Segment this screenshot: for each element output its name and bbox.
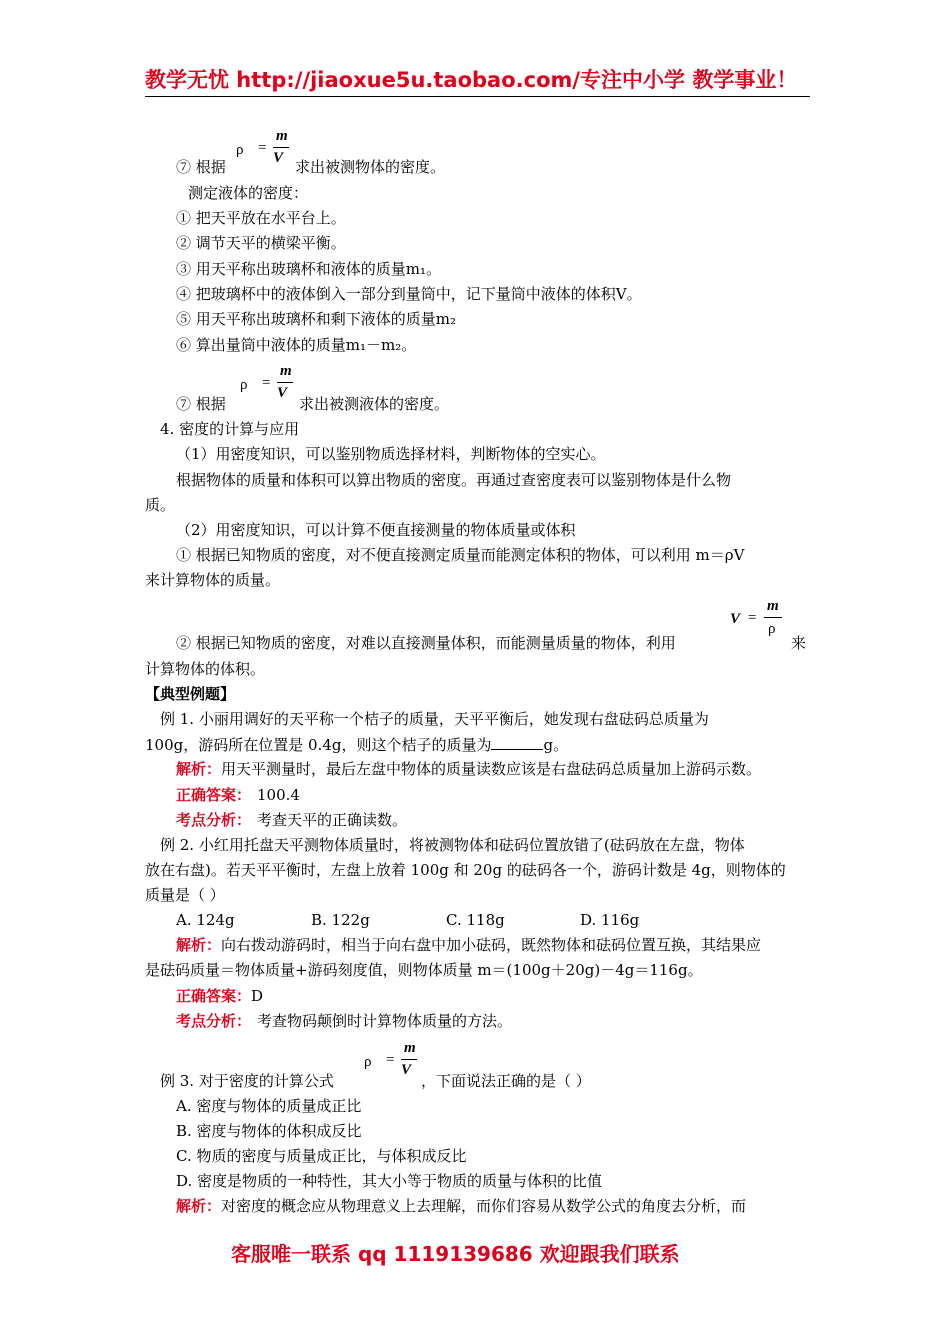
solid-step7-suffix: 求出被测物体的密度。 [295,158,446,176]
formula-bar [273,147,289,148]
ex2-analysis-text1: 向右拨动游码时，相当于向右盘中加小砝码，既然物体和砝码位置互换，其结果应 [221,936,762,954]
section4-p2a: 根据物体的质量和体积可以算出物质的密度。再通过查密度表可以鉴别物体是什么物 [176,471,732,489]
formula-bar [401,1059,417,1060]
answer-blank [491,735,543,750]
formula-equals: = [386,1052,395,1068]
header-banner: 教学无忧 http://jiaoxue5u.taobao.com/专注中小学 教学事业！ [145,68,798,92]
ex3-option-a: A. 密度与物体的质量成正比 [176,1097,362,1115]
liquid-step-3: ③ 用天平称出玻璃杯和液体的质量m₁。 [176,260,442,278]
ex1-question-line1: 例 1. 小丽用调好的天平称一个桔子的质量，天平平衡后，她发现右盘砝码总质量为 [160,710,709,728]
formula-rho: ρ [236,142,244,158]
ex2-question-line2: 放在右盘)。若天平平衡时，左盘上放着 100g 和 20g 的砝码各一个，游码计数是 4g，则物体的 [145,861,786,879]
ex1-q2b: g。 [543,736,569,754]
ex2-question-line1: 例 2. 小红用托盘天平测物体质量时，将被测物体和砝码位置放错了(砝码放在左盘，物体 [160,836,745,854]
ex2-point-text: 考查物码颠倒时计算物体质量的方法。 [257,1012,513,1030]
examples-title: 【典型例题】 [145,685,236,703]
liquid-step-1: ① 把天平放在水平台上。 [176,209,346,227]
volume-formula [730,600,790,646]
ex2-option-a: A. 124g [176,911,235,929]
ex1-question-line2 [145,735,568,754]
formula-bar [764,617,782,618]
formula-numerator: m [767,598,779,614]
ex3-option-c: C. 物质的密度与质量成正比，与体积成反比 [176,1147,467,1165]
ex3-analysis-text: 对密度的概念应从物理意义上去理解，而你们容易从数学公式的角度去分析，而 [221,1197,747,1215]
formula-numerator: m [276,128,288,144]
ex1-point [176,811,407,829]
liquid-step7-prefix: ⑦ 根据 [176,395,226,413]
ex2-point [176,1012,512,1030]
formula-numerator: m [404,1040,416,1056]
ex3-option-d: D. 密度是物质的一种特性，其大小等于物质的质量与体积的比值 [176,1172,603,1190]
ex3-question-prefix: 例 3. 对于密度的计算公式 [160,1072,334,1090]
analysis-label: 解析： [176,936,222,954]
section4-p5-suffix: 来 [791,634,807,652]
ex1-analysis-text: 用天平测量时，最后左盘中物体的质量读数应该是右盘砝码总质量加上游码示数。 [221,760,762,778]
liquid-step-2: ② 调节天平的横梁平衡。 [176,234,346,252]
formula-denominator: V [277,385,288,401]
ex2-answer-text: D [251,987,264,1005]
formula-numerator: m [280,363,292,379]
ex1-answer [176,786,300,804]
ex3-option-b: B. 密度与物体的体积成反比 [176,1122,362,1140]
analysis-label: 解析： [176,1197,222,1215]
ex2-option-c: C. 118g [446,911,505,929]
section4-p4a: ① 根据已知物质的密度，对不便直接测定质量而能测定体积的物体，可以利用 m＝ρV [176,546,745,564]
point-label: 考点分析： [176,811,252,829]
formula-denominator-rho: ρ [768,621,776,637]
ex1-analysis [176,760,761,778]
formula-equals: = [262,375,271,391]
analysis-label: 解析： [176,760,222,778]
header-divider [145,96,810,97]
liquid-step7-suffix: 求出被测液体的密度。 [299,395,450,413]
liquid-step-6: ⑥ 算出量筒中液体的质量m₁－m₂。 [176,336,417,354]
formula-equals: = [258,140,267,156]
formula-denominator: V [273,150,284,166]
ex2-option-d: D. 116g [580,911,640,929]
ex2-option-b: B. 122g [311,911,370,929]
section4-p5a: ② 根据已知物质的密度，对难以直接测量体积，而能测量质量的物体，利用 [176,634,676,652]
formula-rho: ρ [364,1054,372,1070]
section4-p2b: 质。 [145,496,176,514]
ex3-question-suffix: ，下面说法正确的是（ ） [421,1072,591,1090]
section4-p1: （1）用密度知识，可以鉴别物质选择材料，判断物体的空实心。 [176,445,606,463]
ex1-q2a: 100g，游码所在位置是 0.4g，则这个桔子的质量为 [145,736,492,754]
liquid-step-4: ④ 把玻璃杯中的液体倒入一部分到量筒中，记下量筒中液体的体积V。 [176,285,642,303]
section4-p5b: 计算物体的体积。 [145,660,266,678]
footer-banner: 客服唯一联系 qq 1119139686 欢迎跟我们联系 [231,1242,680,1266]
answer-label: 正确答案： [176,786,252,804]
formula-lhs-V: V [730,611,741,627]
ex2-answer [176,987,263,1005]
ex1-point-text: 考查天平的正确读数。 [257,811,408,829]
section4-p4b: 来计算物体的质量。 [145,571,281,589]
point-label: 考点分析： [176,1012,252,1030]
ex3-analysis [176,1197,746,1215]
density-formula-2 [240,365,300,411]
liquid-title: 测定液体的密度： [188,184,309,202]
ex1-answer-text: 100.4 [257,786,300,804]
ex2-analysis-line1 [176,936,761,954]
formula-rho: ρ [240,377,248,393]
density-formula-3 [364,1042,424,1088]
section4-p3: （2）用密度知识，可以计算不便直接测量的物体质量或体积 [176,521,576,539]
formula-bar [277,382,293,383]
density-formula-1 [236,130,296,176]
ex2-question-line3: 质量是（ ） [145,886,225,904]
liquid-step-5: ⑤ 用天平称出玻璃杯和剩下液体的质量m₂ [176,310,457,328]
solid-step7-prefix: ⑦ 根据 [176,158,226,176]
formula-equals: = [748,610,757,626]
section4-title: 4. 密度的计算与应用 [160,420,300,438]
answer-label: 正确答案： [176,987,252,1005]
ex2-analysis-line2: 是砝码质量＝物体质量+游码刻度值，则物体质量 m＝(100g＋20g)－4g＝116g。 [145,961,703,979]
formula-denominator: V [401,1062,412,1078]
